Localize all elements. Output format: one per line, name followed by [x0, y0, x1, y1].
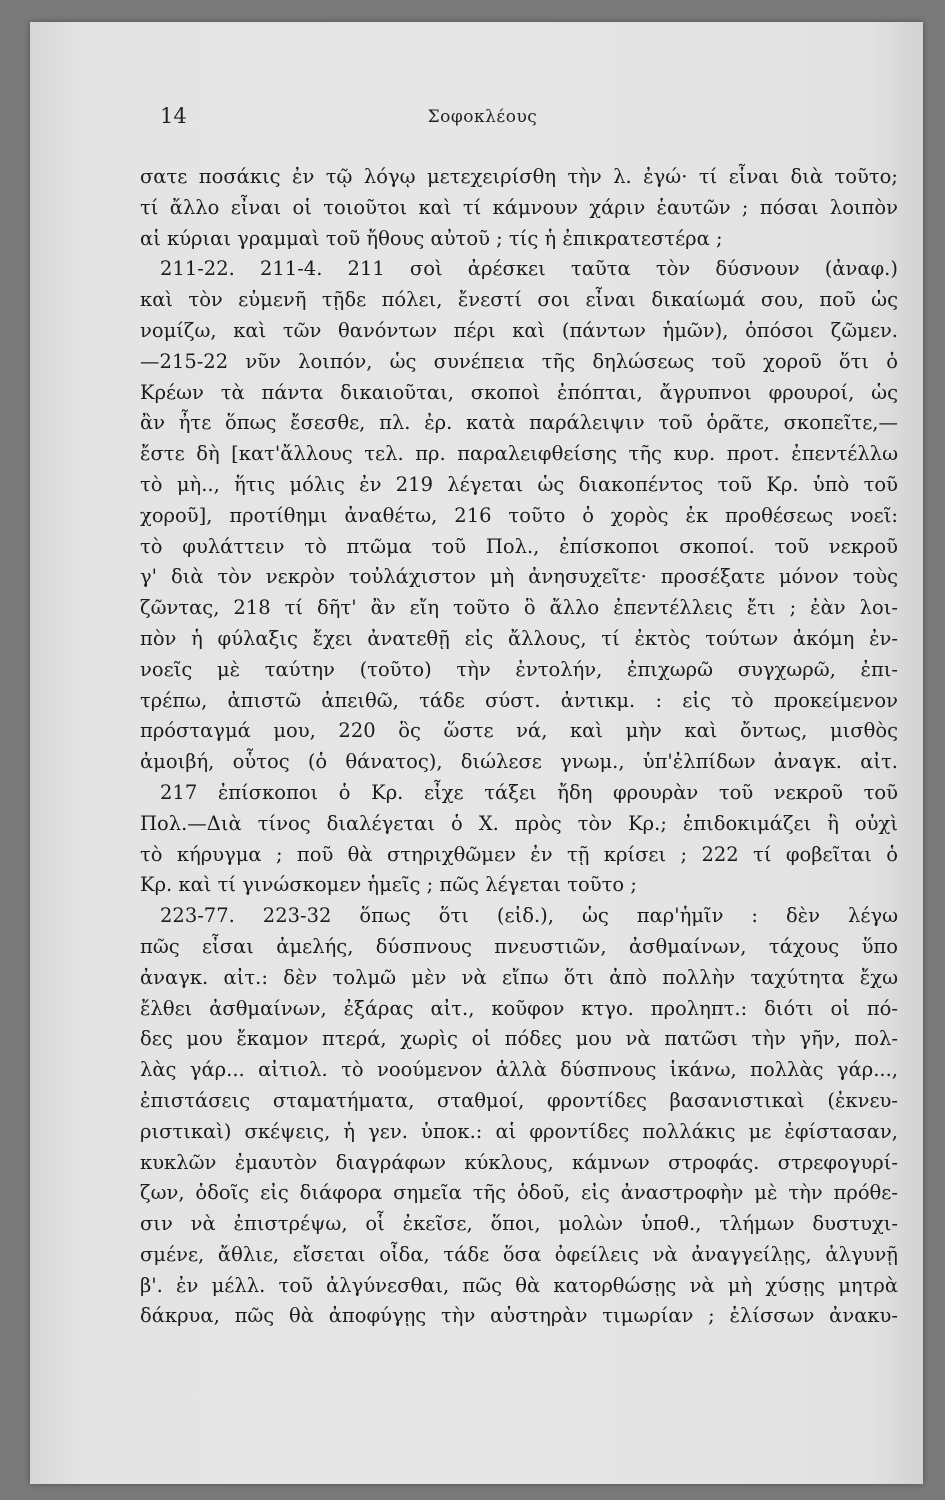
- text-line: αἱ κύριαι γραμμαὶ τοῦ ἤθους αὐτοῦ ; τίς ἡ ἐπικρατεστέρα ;: [140, 226, 723, 250]
- text-line: νοεῖς μὲ ταύτην (τοῦτο) τὴν ἐντολήν, ἐπιχωρῶ συγχωρῶ, ἐπι-: [140, 657, 898, 681]
- text-line: 223-77. 223-32 ὅπως ὅτι (εἰδ.), ὡς παρ'ἡμῖν : δὲν λέγω: [160, 904, 898, 928]
- text-line: καὶ τὸν εὐμενῆ τῇδε πόλει, ἔνεστί σοι εἶναι δικαίωμά σου, ποῦ ὡς: [140, 288, 898, 312]
- text-line: σατε ποσάκις ἐν τῷ λόγῳ μετεχειρίσθη τὴν λ. ἐγώ· τί εἶναι διὰ τοῦτο;: [140, 165, 898, 188]
- text-line: τρέπω, ἀπιστῶ ἀπειθῶ, τάδε σύστ. ἀντικμ. : εἰς τὸ προκείμενον: [140, 688, 898, 712]
- text-line: τί ἄλλο εἶναι οἱ τοιοῦτοι καὶ τί κάμνουν χάριν ἑαυτῶν ; πόσαι λοιπὸν: [140, 195, 898, 219]
- text-line: ἂν ἦτε ὅπως ἔσεσθε, πλ. ἐρ. κατὰ παράλειψιν τοῦ ὁρᾶτε, σκοπεῖτε,—: [140, 411, 898, 435]
- text-line: λὰς γάρ... αἰτιολ. τὸ νοούμενον ἀλλὰ δύσπνους ἱκάνω, πολλὰς γάρ...,: [140, 1058, 898, 1082]
- text-line: πρόσταγμά μου, 220 ὃς ὥστε νά, καὶ μὴν καὶ ὄντως, μισθὸς: [140, 719, 898, 743]
- text-line: 211-22. 211-4. 211 σοὶ ἀρέσκει ταῦτα τὸν δύσνουν (ἀναφ.): [160, 257, 898, 281]
- text-line: τὸ φυλάττειν τὸ πτῶμα τοῦ Πολ., ἐπίσκοποι σκοποί. τοῦ νεκροῦ: [140, 534, 898, 558]
- text-line: ζων, ὁδοῖς εἰς διάφορα σημεῖα τῆς ὁδοῦ, εἰς ἀναστροφὴν μὲ τὴν πρόθε-: [140, 1181, 898, 1205]
- text-line: δες μου ἔκαμον πτερά, χωρὶς οἱ πόδες μου νὰ πατῶσι τὴν γῆν, πολ-: [140, 1027, 898, 1051]
- text-line: σιν νὰ ἐπιστρέψω, οἷ ἐκεῖσε, ὅποι, μολὼν ὑποθ., τλήμων δυστυχι-: [140, 1212, 898, 1236]
- page-header: [160, 104, 805, 134]
- text-line: Κρ. καὶ τί γινώσκομεν ἡμεῖς ; πῶς λέγεται τοῦτο ;: [140, 873, 637, 897]
- text-line: χοροῦ], προτίθημι ἀναθέτω, 216 τοῦτο ὁ χορὸς ἐκ προθέσεως νοεῖ:: [140, 503, 898, 527]
- text-line: —215-22 νῦν λοιπόν, ὡς συνέπεια τῆς δηλώσεως τοῦ χοροῦ ὅτι ὁ: [140, 349, 898, 373]
- text-line: πῶς εἶσαι ἀμελής, δύσπνους πνευστιῶν, ἀσθμαίνων, τάχους ὕπο: [140, 934, 898, 958]
- text-line: Κρέων τὰ πάντα δικαιοῦται, σκοποὶ ἐπόπται, ἄγρυπνοι φρουροί, ὡς: [140, 380, 898, 404]
- text-line: πὸν ἡ φύλαξις ἔχει ἀνατεθῇ εἰς ἄλλους, τί ἐκτὸς τούτων ἀκόμη ἐν-: [140, 626, 898, 650]
- text-line: γ' διὰ τὸν νεκρὸν τοὐλάχιστον μὴ ἀνησυχεῖτε· προσέξατε μόνον τοὺς: [140, 565, 898, 589]
- text-line: τὸ κήρυγμα ; ποῦ θὰ στηριχθῶμεν ἐν τῇ κρίσει ; 222 τί φοβεῖται ὁ: [140, 842, 898, 866]
- text-line: ἔλθει ἀσθμαίνων, ἐξάρας αἰτ., κοῦφον κτγο. προληπτ.: διότι οἱ πό-: [140, 996, 898, 1020]
- running-title: Σοφοκλέους: [427, 107, 538, 127]
- book-page: [30, 22, 923, 1484]
- text-line: ἀμοιβή, οὗτος (ὁ θάνατος), διώλεσε γνωμ., ὑπ'ἐλπίδων ἀναγκ. αἰτ.: [140, 750, 898, 774]
- text-line: ζῶντας, 218 τί δῆτ' ἂν εἴη τοῦτο ὃ ἄλλο ἐπεντέλλεις ἔτι ; ἐὰν λοι-: [140, 596, 898, 620]
- text-line: ἔστε δὴ [κατ'ἄλλους τελ. πρ. παραλειφθείσης τῆς κυρ. προτ. ἐπεντέλλω: [140, 442, 898, 466]
- text-line: ἀναγκ. αἰτ.: δὲν τολμῶ μὲν νὰ εἴπω ὅτι ἀπὸ πολλὴν ταχύτητα ἔχω: [140, 965, 898, 989]
- text-line: σμένε, ἄθλιε, εἴσεται οἶδα, τάδε ὅσα ὀφείλεις νὰ ἀναγγείλῃς, ἀλγυνῇ: [140, 1242, 898, 1266]
- text-line: 217 ἐπίσκοποι ὁ Κρ. εἶχε τάξει ἤδη φρουρὰν τοῦ νεκροῦ τοῦ: [160, 780, 898, 804]
- text-line: δάκρυα, πῶς θὰ ἀποφύγῃς τὴν αὐστηρὰν τιμωρίαν ; ἑλίσσων ἀνακυ-: [140, 1304, 898, 1328]
- page-number: 14: [160, 104, 187, 128]
- text-line: β'. ἐν μέλλ. τοῦ ἀλγύνεσθαι, πῶς θὰ κατορθώσῃς νὰ μὴ χύσῃς μητρὰ: [140, 1273, 898, 1297]
- text-line: ἐπιστάσεις σταματήματα, σταθμοί, φροντίδες βασανιστικαὶ (ἐκνευ-: [140, 1088, 898, 1112]
- commentary-text: [140, 162, 898, 1332]
- text-line: κυκλῶν ἐμαυτὸν διαγράφων κύκλους, κάμνων στροφάς. στρεφογυρί-: [140, 1150, 898, 1174]
- text-line: Πολ.—Διὰ τίνος διαλέγεται ὁ Χ. πρὸς τὸν Κρ.; ἐπιδοκιμάζει ἢ οὐχὶ: [140, 811, 898, 835]
- text-line: νομίζω, καὶ τῶν θανόντων πέρι καὶ (πάντων ἡμῶν), ὁπόσοι ζῶμεν.: [140, 318, 898, 342]
- text-line: τὸ μὴ.., ἥτις μόλις ἐν 219 λέγεται ὡς διακοπέντος τοῦ Κρ. ὑπὸ τοῦ: [140, 472, 898, 496]
- text-line: ριστικαὶ) σκέψεις, ἡ γεν. ὑποκ.: αἱ φροντίδες πολλάκις με ἐφίστασαν,: [140, 1119, 898, 1143]
